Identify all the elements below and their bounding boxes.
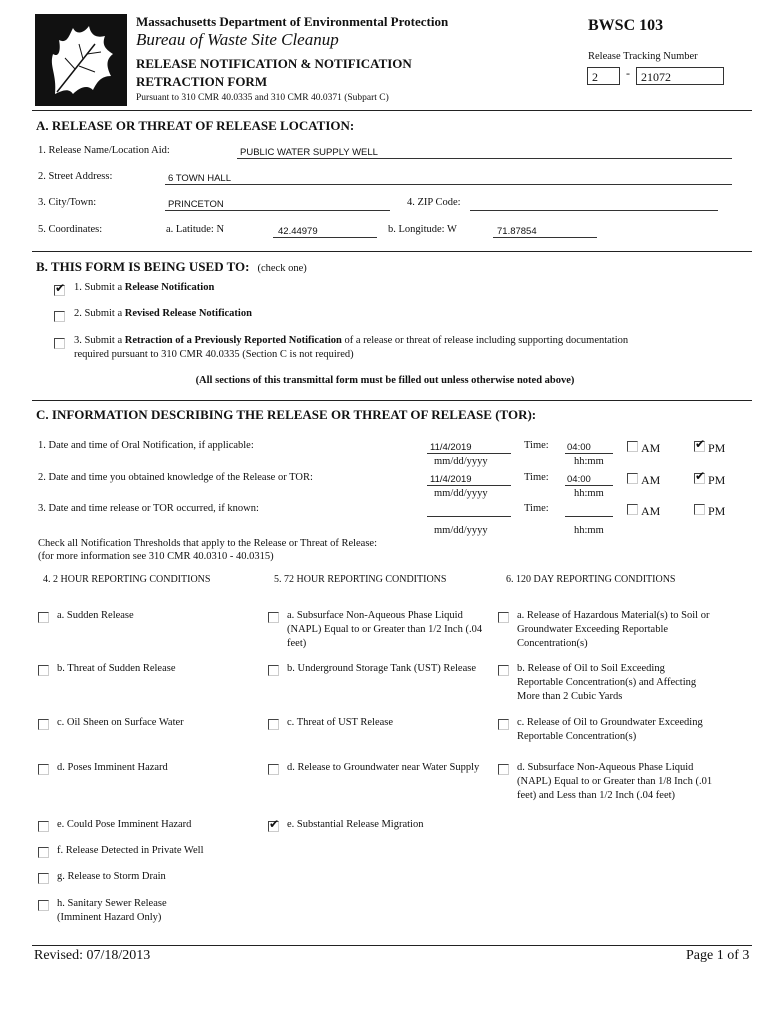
two-hour-condition-label: g. Release to Storm Drain [57,871,166,882]
seventy-two-hour-condition-label: a. Subsurface Non-Aqueous Phase Liquid (NAPL) Equal to or Greater than 1/2 Inch (.04 feet) [287,610,483,649]
checkmark-icon: ✔ [55,281,66,295]
two-hour-condition-checkbox[interactable] [38,719,49,730]
page-number: Page 1 of 3 [686,948,750,963]
two-hour-condition-label: c. Oil Sheen on Surface Water [57,717,184,728]
date-format-hint: mm/dd/yyyy [434,525,488,536]
seventy-two-hour-condition-label: e. Substantial Release Migration [287,819,424,830]
date-underline [427,453,511,454]
footer-divider [32,945,752,946]
longitude-value[interactable]: 71.87854 [497,226,537,237]
option-prefix: 3. Submit a [74,335,125,346]
bureau-name: Bureau of Waste Site Cleanup [136,30,339,49]
submit-release-notification-label [74,282,214,293]
option-bold: Release Notification [124,282,215,293]
one-twenty-day-condition-label: b. Release of Oil to Soil Exceeding Reportable Concentration(s) and Affecting More than 2 Cubic Yards [517,663,697,702]
row2-am-checkbox[interactable] [627,473,638,484]
option-prefix: 2. Submit a [74,308,125,319]
all-sections-note: (All sections of this transmittal form must be filled out unless otherwise noted above) [195,375,575,386]
street-address-value[interactable]: 6 TOWN HALL [168,173,232,184]
row1-pm-checkbox[interactable] [694,437,706,452]
two-hour-condition-checkbox[interactable] [38,900,49,911]
section-b-title: B. THIS FORM IS BEING USED TO: [36,259,250,274]
time-format-hint: hh:mm [574,525,604,536]
divider [32,251,752,252]
street-address-underline [165,184,732,185]
checkmark-icon: ✔ [695,469,706,483]
knowledge-date-label: 2. Date and time you obtained knowledge of the Release or TOR: [38,472,313,483]
latitude-value[interactable]: 42.44979 [278,226,318,237]
one-twenty-day-condition-checkbox[interactable] [498,665,509,676]
one-twenty-day-condition-checkbox[interactable] [498,764,509,775]
revised-date: Revised: 07/18/2013 [34,948,151,963]
city-label: 3. City/Town: [38,197,97,208]
seventy-two-hour-condition-checkbox[interactable] [268,665,279,676]
one-twenty-day-condition-label: d. Subsurface Non-Aqueous Phase Liquid (NAPL) Equal to or Greater than 1/8 Inch (.01 feet) and Less than 1/2 Inch (.04 feet) [517,762,713,801]
pm-label: PM [708,473,726,487]
longitude-label: b. Longitude: W [388,224,457,235]
divider [32,110,752,111]
checkmark-icon: ✔ [269,817,280,831]
seventy-two-hour-condition-checkbox[interactable] [268,719,279,730]
release-name-label: 1. Release Name/Location Aid: [38,145,170,156]
col2-header: 5. 72 HOUR REPORTING CONDITIONS [274,574,447,585]
time-label: Time: [524,472,549,483]
two-hour-condition-label: f. Release Detected in Private Well [57,845,204,856]
option-bold: Retraction of a Previously Reported Notification [124,335,342,346]
am-label: AM [641,473,661,487]
option-rest: of a release or threat of release including supporting documentation [341,335,629,346]
two-hour-condition-label: a. Sudden Release [57,610,134,621]
pm-label: PM [708,504,726,518]
threshold-instructions: Check all Notification Thresholds that apply to the Release or Threat of Release: [38,538,378,549]
time-label: Time: [524,503,549,514]
option-prefix: 1. Submit a [74,282,125,293]
two-hour-condition-checkbox[interactable] [38,612,49,623]
rtn-region-field[interactable]: 2 [587,67,620,85]
col3-header: 6. 120 DAY REPORTING CONDITIONS [506,574,676,585]
submit-revised-notification-label [74,308,252,319]
seventy-two-hour-condition-checkbox[interactable] [268,764,279,775]
section-b-note: (check one) [257,263,307,274]
two-hour-condition-label: b. Threat of Sudden Release [57,663,176,674]
col1-header: 4. 2 HOUR REPORTING CONDITIONS [43,574,211,585]
date-underline [427,485,511,486]
time-underline [565,516,613,517]
submit-retraction-label-line2: required pursuant to 310 CMR 40.0335 (Section C is not required) [74,349,354,360]
massdep-oak-leaf-logo [35,14,127,106]
date-underline [427,516,511,517]
two-hour-condition-checkbox[interactable] [38,821,49,832]
zip-underline [470,210,718,211]
city-underline [165,210,390,211]
time-format-hint: hh:mm [574,456,604,467]
latitude-underline [273,237,377,238]
oral-notification-date[interactable]: 11/4/2019 [430,442,472,453]
row1-am-checkbox[interactable] [627,441,638,452]
longitude-underline [493,237,597,238]
knowledge-date[interactable]: 11/4/2019 [430,474,472,485]
rtn-label: Release Tracking Number [588,51,698,62]
submit-retraction-label [74,335,628,346]
department-name: Massachusetts Department of Environmental Protection [136,14,449,29]
section-c-title: C. INFORMATION DESCRIBING THE RELEASE OR THREAT OF RELEASE (TOR): [36,407,537,422]
form-title-line1: RELEASE NOTIFICATION & NOTIFICATION [136,56,412,71]
one-twenty-day-condition-checkbox[interactable] [498,719,509,730]
pm-label: PM [708,441,726,455]
form-code: BWSC 103 [588,17,664,34]
seventy-two-hour-condition-label: b. Underground Storage Tank (UST) Release [287,663,476,674]
release-name-value[interactable]: PUBLIC WATER SUPPLY WELL [240,147,378,158]
release-name-underline [237,158,732,159]
zip-label: 4. ZIP Code: [407,197,461,208]
knowledge-time[interactable]: 04:00 [567,474,591,485]
checkmark-icon: ✔ [695,437,706,451]
rtn-number-field[interactable]: 21072 [636,67,724,85]
form-title-line2: RETRACTION FORM [136,74,268,89]
am-label: AM [641,504,661,518]
date-format-hint: mm/dd/yyyy [434,456,488,467]
submit-revised-notification-checkbox[interactable] [54,311,65,322]
time-underline [565,453,613,454]
divider [32,400,752,401]
city-value[interactable]: PRINCETON [168,199,224,210]
threshold-reference: (for more information see 310 CMR 40.0310 - 40.0315) [38,551,274,562]
two-hour-condition-checkbox[interactable] [38,847,49,858]
two-hour-condition-label: h. Sanitary Sewer Release (Imminent Hazard Only) [57,898,167,923]
time-format-hint: hh:mm [574,488,604,499]
option-bold: Revised Release Notification [124,308,252,319]
two-hour-condition-checkbox[interactable] [38,665,49,676]
row2-pm-checkbox[interactable] [694,469,706,484]
row3-pm-checkbox[interactable] [694,504,705,515]
two-hour-condition-label: e. Could Pose Imminent Hazard [57,819,192,830]
rtn-dash: - [626,66,630,80]
two-hour-condition-checkbox[interactable] [38,764,49,775]
row3-am-checkbox[interactable] [627,504,638,515]
pursuant-text: Pursuant to 310 CMR 40.0335 and 310 CMR 40.0371 (Subpart C) [136,93,389,103]
am-label: AM [641,441,661,455]
section-b-heading [36,258,307,276]
two-hour-condition-label: d. Poses Imminent Hazard [57,762,168,773]
street-address-label: 2. Street Address: [38,171,113,182]
submit-release-notification-checkbox[interactable] [54,281,66,296]
two-hour-condition-checkbox[interactable] [38,873,49,884]
one-twenty-day-condition-checkbox[interactable] [498,612,509,623]
seventy-two-hour-condition-checkbox[interactable] [268,612,279,623]
section-a-title: A. RELEASE OR THREAT OF RELEASE LOCATION: [36,118,355,133]
oral-notification-time[interactable]: 04:00 [567,442,591,453]
seventy-two-hour-condition-label: d. Release to Groundwater near Water Supply [287,762,480,773]
submit-retraction-checkbox[interactable] [54,338,65,349]
one-twenty-day-condition-label: a. Release of Hazardous Material(s) to Soil or Groundwater Exceeding Reportable Concentration(s) [517,610,710,649]
occurred-date-label: 3. Date and time release or TOR occurred, if known: [38,503,259,514]
time-label: Time: [524,440,549,451]
seventy-two-hour-condition-label: c. Threat of UST Release [287,717,394,728]
date-format-hint: mm/dd/yyyy [434,488,488,499]
coordinates-label: 5. Coordinates: [38,224,103,235]
one-twenty-day-condition-label: c. Release of Oil to Groundwater Exceeding Reportable Concentration(s) [517,717,703,742]
time-underline [565,485,613,486]
seventy-two-hour-condition-checkbox[interactable] [268,817,280,832]
oral-notification-label: 1. Date and time of Oral Notification, if applicable: [38,440,254,451]
latitude-label: a. Latitude: N [166,224,225,235]
